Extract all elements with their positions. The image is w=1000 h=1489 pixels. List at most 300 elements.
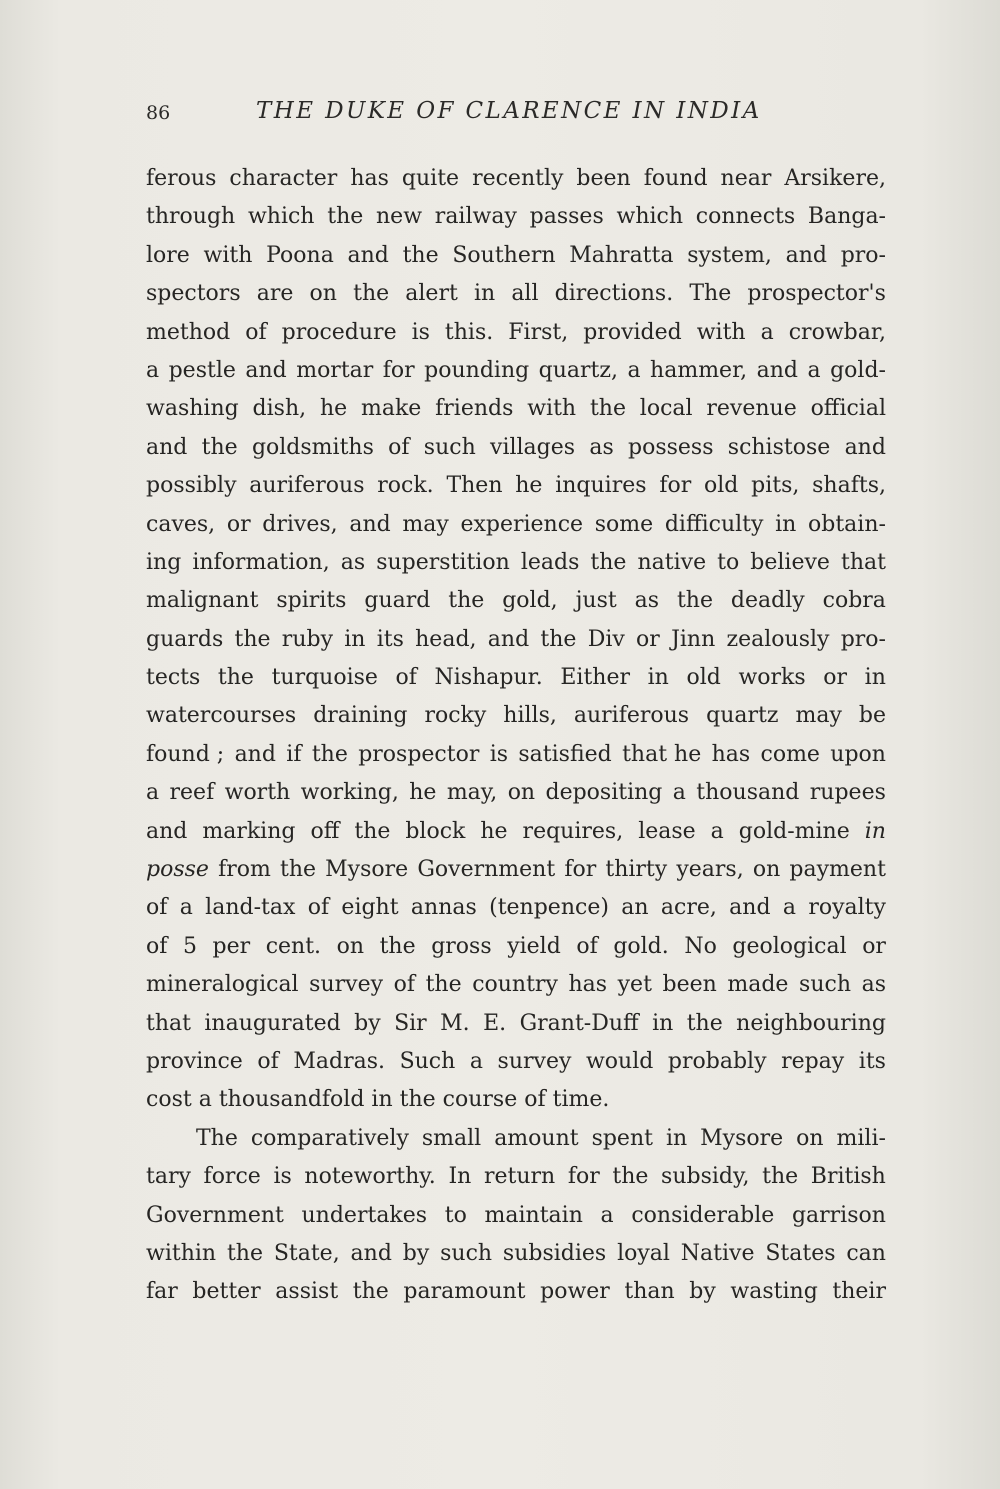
word: thousandfold: [218, 1087, 365, 1113]
word: watercourses: [146, 703, 297, 729]
text-line: [146, 506, 886, 544]
word: are: [256, 281, 294, 307]
word: as: [589, 434, 614, 460]
word: neighbouring: [736, 1010, 886, 1036]
word: depositing: [545, 780, 663, 806]
text-line: [146, 275, 886, 313]
word: goldsmiths: [251, 434, 374, 460]
word: mili-: [836, 1125, 886, 1151]
word: maintain: [484, 1202, 583, 1228]
word: new: [376, 204, 423, 230]
word: considerable: [631, 1202, 775, 1228]
word: a: [782, 895, 796, 921]
text-line: [146, 198, 886, 236]
word: Banga-: [807, 204, 886, 230]
word: revenue: [706, 396, 797, 422]
running-header: [146, 98, 886, 132]
word: quite: [401, 166, 460, 191]
word: subsidy,: [661, 1164, 750, 1190]
word: noteworthy.: [304, 1164, 436, 1190]
word: he: [515, 473, 543, 499]
word: possess: [628, 434, 714, 460]
word: on: [309, 281, 337, 307]
word: shafts,: [812, 473, 886, 499]
word: of: [395, 665, 417, 691]
word: a: [760, 319, 774, 345]
word: quartz: [706, 703, 779, 729]
text-line: [146, 851, 886, 889]
word: with: [696, 319, 746, 345]
text-line: [146, 1235, 886, 1273]
word: the: [589, 396, 626, 422]
word: quartz,: [538, 357, 618, 383]
word: mortar: [296, 357, 374, 383]
word: by: [689, 1279, 716, 1305]
word: to: [717, 549, 740, 575]
word: malignant: [146, 588, 259, 614]
word: acre,: [660, 895, 717, 921]
word: in: [473, 281, 496, 307]
word: marking: [202, 818, 296, 844]
page-number: 86: [146, 102, 171, 124]
word: inaugurated: [204, 1010, 341, 1036]
text-line: [146, 659, 886, 697]
word: which: [616, 204, 684, 230]
word: probably: [667, 1048, 767, 1074]
word: is: [273, 1164, 292, 1190]
word: In: [448, 1164, 472, 1190]
word: requires,: [522, 818, 624, 844]
body-text: [146, 160, 886, 1312]
word: which: [247, 204, 315, 230]
word: leads: [520, 549, 580, 575]
word: the: [311, 741, 348, 767]
word: loyal: [617, 1240, 670, 1266]
word: upon: [830, 741, 886, 767]
word: yield: [507, 933, 561, 959]
word: believe: [750, 549, 830, 575]
word: Government: [146, 1202, 284, 1228]
word: turquoise: [271, 665, 378, 691]
word: all: [511, 281, 539, 307]
word: guard: [364, 588, 431, 614]
text-line: [146, 160, 886, 198]
word: Mysore: [325, 857, 409, 883]
word: inquires: [555, 473, 647, 499]
word: of: [146, 895, 168, 921]
word: a: [710, 818, 724, 844]
text-line: [146, 928, 886, 966]
word: a: [198, 1087, 212, 1113]
word: alert: [405, 281, 458, 307]
word: The: [196, 1125, 238, 1151]
word: can: [846, 1240, 886, 1266]
word: some: [594, 511, 654, 537]
word: Poona: [266, 242, 334, 268]
word: Then: [446, 473, 503, 499]
word: per: [212, 933, 251, 959]
word: the: [353, 281, 390, 307]
word: in: [344, 626, 366, 652]
word: and: [844, 434, 886, 460]
word: for: [564, 857, 597, 883]
word: of: [245, 319, 267, 345]
word: gold,: [502, 588, 558, 614]
word: a: [627, 357, 641, 383]
word: small: [421, 1125, 482, 1151]
word: information,: [192, 549, 330, 575]
word: dish,: [252, 396, 307, 422]
word: been: [662, 972, 717, 998]
word: the: [234, 626, 271, 652]
word: ing: [146, 549, 182, 575]
word: railway: [434, 204, 517, 230]
word: passes: [529, 204, 604, 230]
word: made: [727, 972, 789, 998]
word: or: [226, 511, 251, 537]
text-line: [146, 467, 886, 505]
word: provided: [583, 319, 682, 345]
word: on: [752, 857, 781, 883]
word: cost: [146, 1087, 192, 1113]
word: head,: [415, 626, 477, 652]
word: Mysore: [700, 1125, 784, 1151]
word: ferous: [146, 166, 217, 191]
word: the: [226, 1240, 263, 1266]
text-line: [146, 889, 886, 927]
word: the: [399, 1087, 436, 1113]
word: is: [489, 741, 509, 767]
word: that: [146, 1010, 191, 1036]
word: country: [472, 972, 558, 998]
word: The: [689, 281, 732, 307]
word: in: [775, 511, 797, 537]
word: the: [279, 857, 317, 883]
word: gold-: [830, 357, 886, 383]
word: working,: [300, 780, 399, 806]
word: and: [146, 818, 188, 844]
word: through: [146, 204, 236, 230]
word: a: [146, 780, 160, 806]
word: experience: [460, 511, 584, 537]
word: such: [440, 1240, 493, 1266]
word: and: [349, 511, 391, 537]
word: character: [229, 166, 338, 191]
word: province: [146, 1048, 243, 1074]
word: rocky: [424, 703, 487, 729]
word: make: [360, 396, 422, 422]
word: a: [146, 357, 160, 383]
word: its: [376, 626, 404, 652]
word: would: [585, 1048, 654, 1074]
word: cobra: [822, 588, 886, 614]
text-line: [146, 1158, 886, 1196]
word: prospector: [358, 741, 480, 767]
word: annas: [410, 895, 477, 921]
text-line: [146, 429, 886, 467]
word: a: [179, 895, 193, 921]
word: thousand: [696, 780, 800, 806]
word: Southern: [452, 242, 556, 268]
text-line: [146, 1197, 886, 1235]
word: paramount: [403, 1279, 526, 1305]
word: has: [568, 972, 608, 998]
word: E.: [483, 1010, 507, 1036]
word: if: [286, 741, 302, 767]
text-line: [146, 1081, 886, 1119]
word: the: [327, 204, 364, 230]
word: and: [729, 895, 771, 921]
word: or: [823, 665, 848, 691]
word: that he: [622, 741, 702, 767]
word: this.: [444, 319, 494, 345]
word: geological: [732, 933, 847, 959]
word: far: [146, 1279, 178, 1305]
word: with: [203, 242, 253, 268]
word: rock.: [377, 473, 434, 499]
word: of: [393, 972, 415, 998]
word: the: [676, 588, 713, 614]
word: block: [405, 818, 466, 844]
word: found ;: [146, 741, 225, 767]
word: has: [350, 166, 389, 191]
word: an: [621, 895, 649, 921]
word: the: [352, 1279, 389, 1305]
word: that: [841, 549, 886, 575]
word: obtain-: [808, 511, 886, 537]
text-line: [146, 314, 886, 352]
word: thirty: [605, 857, 668, 883]
word: he: [409, 780, 437, 806]
word: guards: [146, 626, 224, 652]
word: possibly: [146, 473, 237, 499]
word: hills,: [503, 703, 557, 729]
word: system,: [687, 242, 772, 268]
text-line: [146, 813, 886, 851]
word: pounding: [424, 357, 530, 383]
word: a: [469, 1048, 483, 1074]
word: tects: [146, 665, 201, 691]
word: and: [756, 357, 799, 383]
word: be: [858, 703, 886, 729]
word: procedure: [281, 319, 397, 345]
word: such: [423, 434, 476, 460]
word: the: [612, 1164, 649, 1190]
word: years,: [676, 857, 744, 883]
word: or: [636, 626, 660, 652]
word: near: [720, 166, 772, 191]
word: of: [257, 1048, 279, 1074]
word: State,: [273, 1240, 340, 1266]
word: for: [659, 473, 692, 499]
word: for: [382, 357, 415, 383]
word: return: [483, 1164, 556, 1190]
word: lore: [146, 242, 190, 268]
word: and: [146, 434, 188, 460]
word: may: [402, 511, 449, 537]
word: rupees: [809, 780, 886, 806]
word: undertakes: [301, 1202, 428, 1228]
word: the: [540, 626, 577, 652]
word: a: [600, 1202, 614, 1228]
text-line: [146, 1043, 886, 1081]
word: in: [864, 665, 886, 691]
word: has: [711, 741, 751, 767]
word: subsidies: [502, 1240, 607, 1266]
word: friends: [435, 396, 514, 422]
word: and: [785, 242, 827, 268]
word: time.: [552, 1087, 610, 1113]
word: mineralogical: [146, 972, 299, 998]
word: ruby: [281, 626, 333, 652]
word: States: [765, 1240, 836, 1266]
word: difficulty: [664, 511, 764, 537]
word: and: [245, 357, 287, 383]
text-line: [146, 390, 886, 428]
word: Nishapur.: [434, 665, 543, 691]
word: gold-mine: [738, 818, 850, 844]
word: of: [146, 933, 168, 959]
word: cent.: [265, 933, 322, 959]
text-line: [146, 544, 886, 582]
word: Either: [560, 665, 631, 691]
word: of: [576, 933, 598, 959]
word: (tenpence): [489, 895, 609, 921]
word: spirits: [276, 588, 347, 614]
word: on: [796, 1125, 824, 1151]
word: amount: [494, 1125, 579, 1151]
word: repay: [781, 1048, 845, 1074]
word: pestle: [168, 357, 236, 383]
text-line: [146, 1273, 886, 1311]
text-line: [146, 1120, 886, 1158]
word: spent: [591, 1125, 653, 1151]
word: he: [319, 396, 348, 422]
word: survey: [497, 1048, 572, 1074]
word: on: [336, 933, 365, 959]
word: Madras.: [293, 1048, 385, 1074]
text-line: [146, 774, 886, 812]
word: reef: [169, 780, 215, 806]
word: old: [703, 473, 739, 499]
word: tary: [146, 1164, 191, 1190]
word: 5: [182, 933, 197, 959]
word: draining: [313, 703, 408, 729]
word: and: [487, 626, 530, 652]
word: pro-: [840, 626, 886, 652]
word: garrison: [791, 1202, 886, 1228]
running-title: THE DUKE OF CLARENCE IN INDIA: [256, 98, 762, 124]
word: its: [858, 1048, 886, 1074]
word: and: [347, 242, 389, 268]
word: may,: [446, 780, 498, 806]
text-line: [146, 582, 886, 620]
word: a: [807, 357, 821, 383]
word: than: [624, 1279, 675, 1305]
word: their: [832, 1279, 886, 1305]
word: drives,: [262, 511, 338, 537]
word: the: [354, 818, 391, 844]
text-line: [146, 621, 886, 659]
word: the: [448, 588, 485, 614]
word: caves,: [146, 511, 216, 537]
word: British: [810, 1164, 886, 1190]
word: the: [590, 549, 627, 575]
word: comparatively: [250, 1125, 409, 1151]
word: method: [146, 319, 231, 345]
word: and: [234, 741, 276, 767]
word: he: [480, 818, 508, 844]
word: gross: [431, 933, 492, 959]
word: by: [354, 1010, 381, 1036]
word: to: [444, 1202, 467, 1228]
word: within: [146, 1240, 217, 1266]
word: worth: [224, 780, 291, 806]
word: found: [643, 166, 708, 191]
word: Such: [399, 1048, 456, 1074]
word: pro-: [840, 242, 886, 268]
word: crowbar,: [788, 319, 886, 345]
word: survey: [309, 972, 384, 998]
word: prospector's: [747, 281, 886, 307]
word: Sir: [394, 1010, 427, 1036]
word: directions.: [554, 281, 674, 307]
word: as: [861, 972, 886, 998]
word: Mahratta: [569, 242, 674, 268]
word: auriferous: [249, 473, 365, 499]
word: lease: [638, 818, 696, 844]
word: No: [684, 933, 717, 959]
word: power: [540, 1279, 610, 1305]
word: by: [402, 1240, 430, 1266]
word: in: [371, 1087, 393, 1113]
word: in: [864, 818, 886, 844]
word: recently: [472, 166, 564, 191]
word: works: [738, 665, 806, 691]
word: and: [350, 1240, 392, 1266]
word: as: [634, 588, 660, 614]
word: or: [862, 933, 886, 959]
word: better: [192, 1279, 261, 1305]
word: as: [340, 549, 366, 575]
word: old: [686, 665, 721, 691]
word: yet: [617, 972, 652, 998]
word: Arsikere,: [784, 166, 886, 191]
word: connects: [695, 204, 796, 230]
word: may: [795, 703, 842, 729]
word: payment: [789, 857, 886, 883]
word: a: [672, 780, 686, 806]
word: the: [379, 933, 416, 959]
word: for: [567, 1164, 600, 1190]
word: in: [665, 1125, 688, 1151]
word: villages: [490, 434, 576, 460]
word: land-tax: [205, 895, 296, 921]
word: auriferous: [573, 703, 690, 729]
word: eight: [341, 895, 399, 921]
word: from: [218, 857, 271, 883]
word: with: [527, 396, 577, 422]
word: the: [402, 242, 439, 268]
word: the: [201, 434, 238, 460]
word: gold.: [613, 933, 669, 959]
word: of: [388, 434, 410, 460]
word: course: [442, 1087, 518, 1113]
word: in: [652, 1010, 674, 1036]
word: off: [310, 818, 340, 844]
word: of: [307, 895, 330, 921]
paragraph: [146, 1120, 886, 1312]
